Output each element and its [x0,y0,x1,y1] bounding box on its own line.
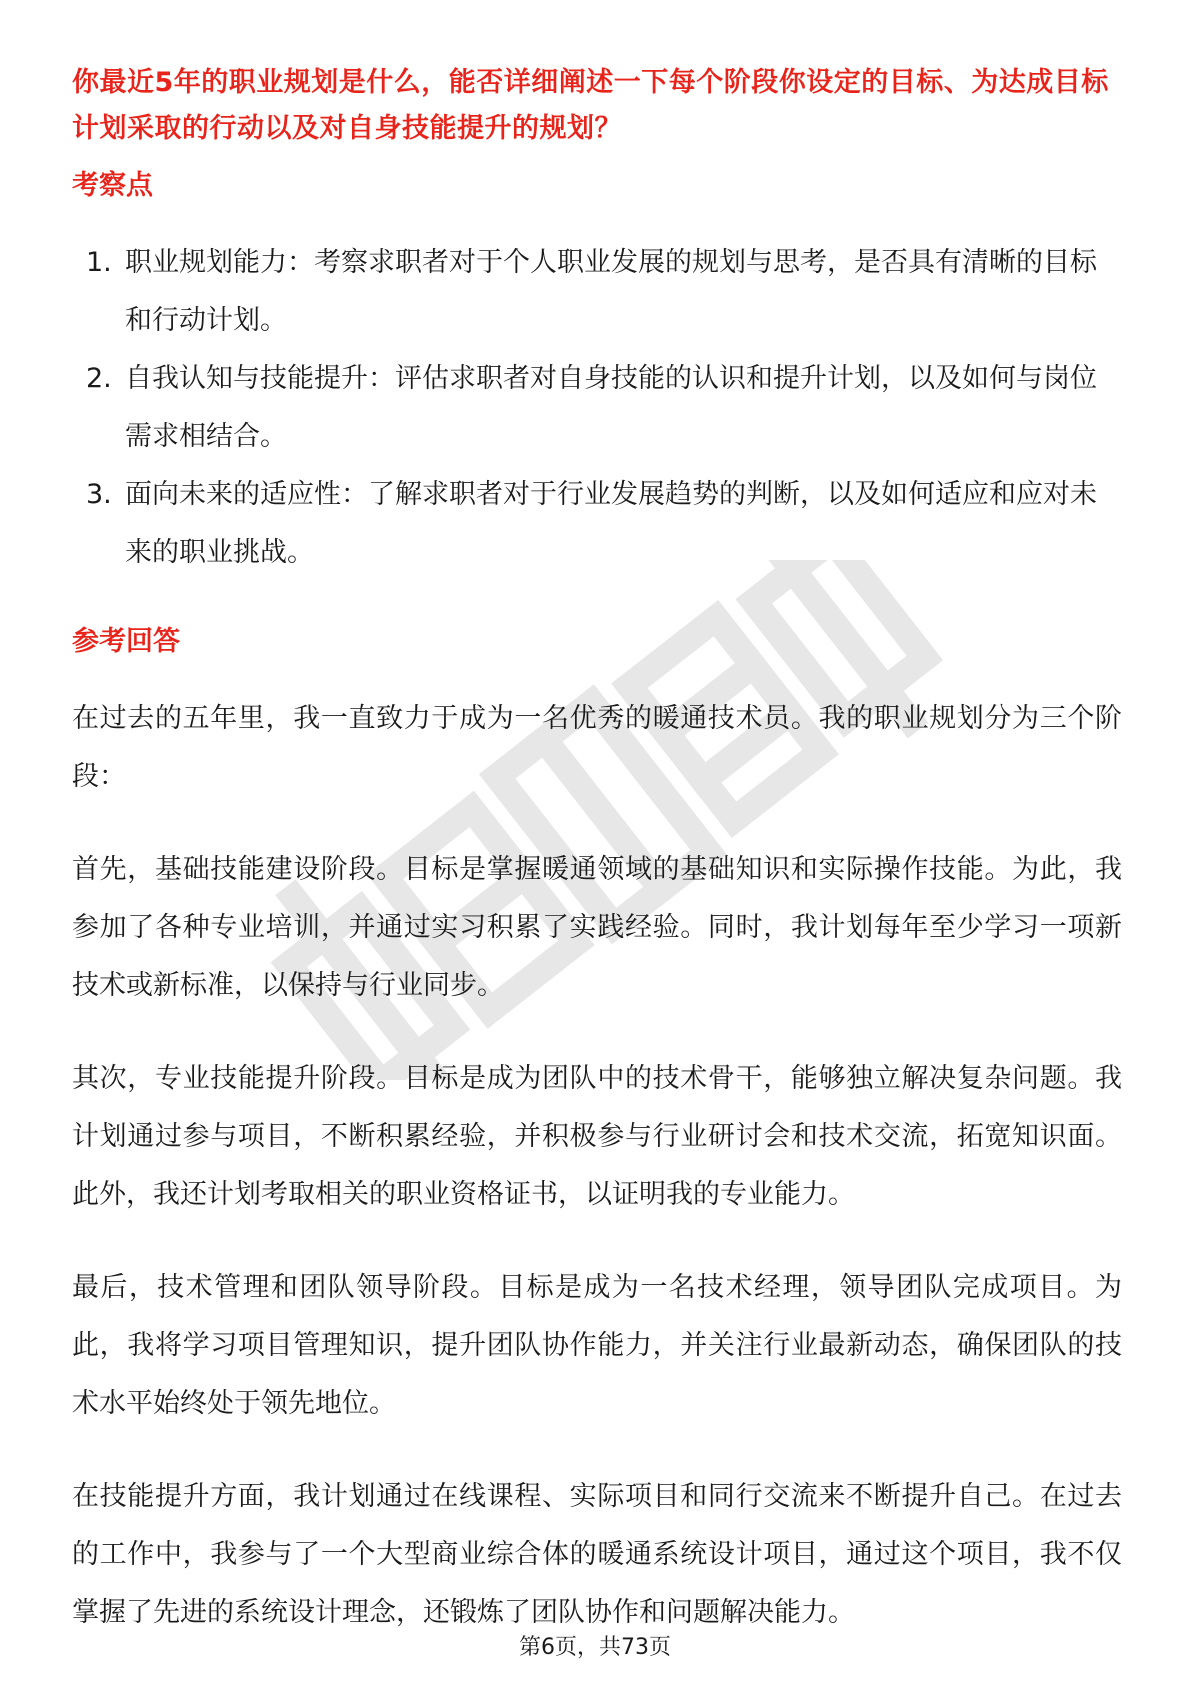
answer-paragraph: 在过去的五年里，我一直致力于成为一名优秀的暖通技术员。我的职业规划分为三个阶段： [72,703,1122,792]
document-content [72,60,1122,1677]
answer-paragraph: 在技能提升方面，我计划通过在线课程、实际项目和同行交流来不断提升自己。在过去的工作中，我参与了一个大型商业综合体的暖通系统设计项目，通过这个项目，我不仅掌握了先进的系统设计理念，还锻炼了团队协作和问题解决能力。 [72,1481,1122,1628]
answer-paragraph: 首先，基础技能建设阶段。目标是掌握暖通领域的基础知识和实际操作技能。为此，我参加了各种专业培训，并通过实习积累了实践经验。同时，我计划每年至少学习一项新技术或新标准，以保持与行业同步。 [72,854,1122,1001]
answer-paragraph: 其次，专业技能提升阶段。目标是成为团队中的技术骨干，能够独立解决复杂问题。我计划通过参与项目，不断积累经验，并积极参与行业研讨会和技术交流，拓宽知识面。此外，我还计划考取相关的职业资格证书，以证明我的专业能力。 [72,1063,1122,1210]
answer-paragraph: 最后，技术管理和团队领导阶段。目标是成为一名技术经理，领导团队完成项目。为此，我将学习项目管理知识，提升团队协作能力，并关注行业最新动态，确保团队的技术水平始终处于领先地位。 [72,1272,1122,1419]
question-heading: 你最近5年的职业规划是什么，能否详细阐述一下每个阶段你设定的目标、为达成目标计划采取的行动以及对自身技能提升的规划？ [72,67,1109,144]
exam-points-title: 考察点 [72,170,153,201]
list-item [72,466,1122,582]
page-number-footer: 第6页，共73页 [519,1635,671,1660]
exam-points-list [72,234,1122,582]
list-item-text: 自我认知与技能提升：评估求职者对自身技能的认识和提升计划，以及如何与岗位需求相结合。 [125,363,1097,452]
list-item-number: 2. [86,363,112,394]
list-item-number: 1. [86,247,112,278]
list-item-number: 3. [86,479,112,510]
list-item-text: 职业规划能力：考察求职者对于个人职业发展的规划与思考，是否具有清晰的目标和行动计划。 [125,247,1097,336]
list-item-text: 面向未来的适应性：了解求职者对于行业发展趋势的判断，以及如何适应和应对未来的职业挑战。 [125,479,1097,568]
list-item [72,234,1122,350]
list-item [72,350,1122,466]
answer-title: 参考回答 [72,626,180,657]
